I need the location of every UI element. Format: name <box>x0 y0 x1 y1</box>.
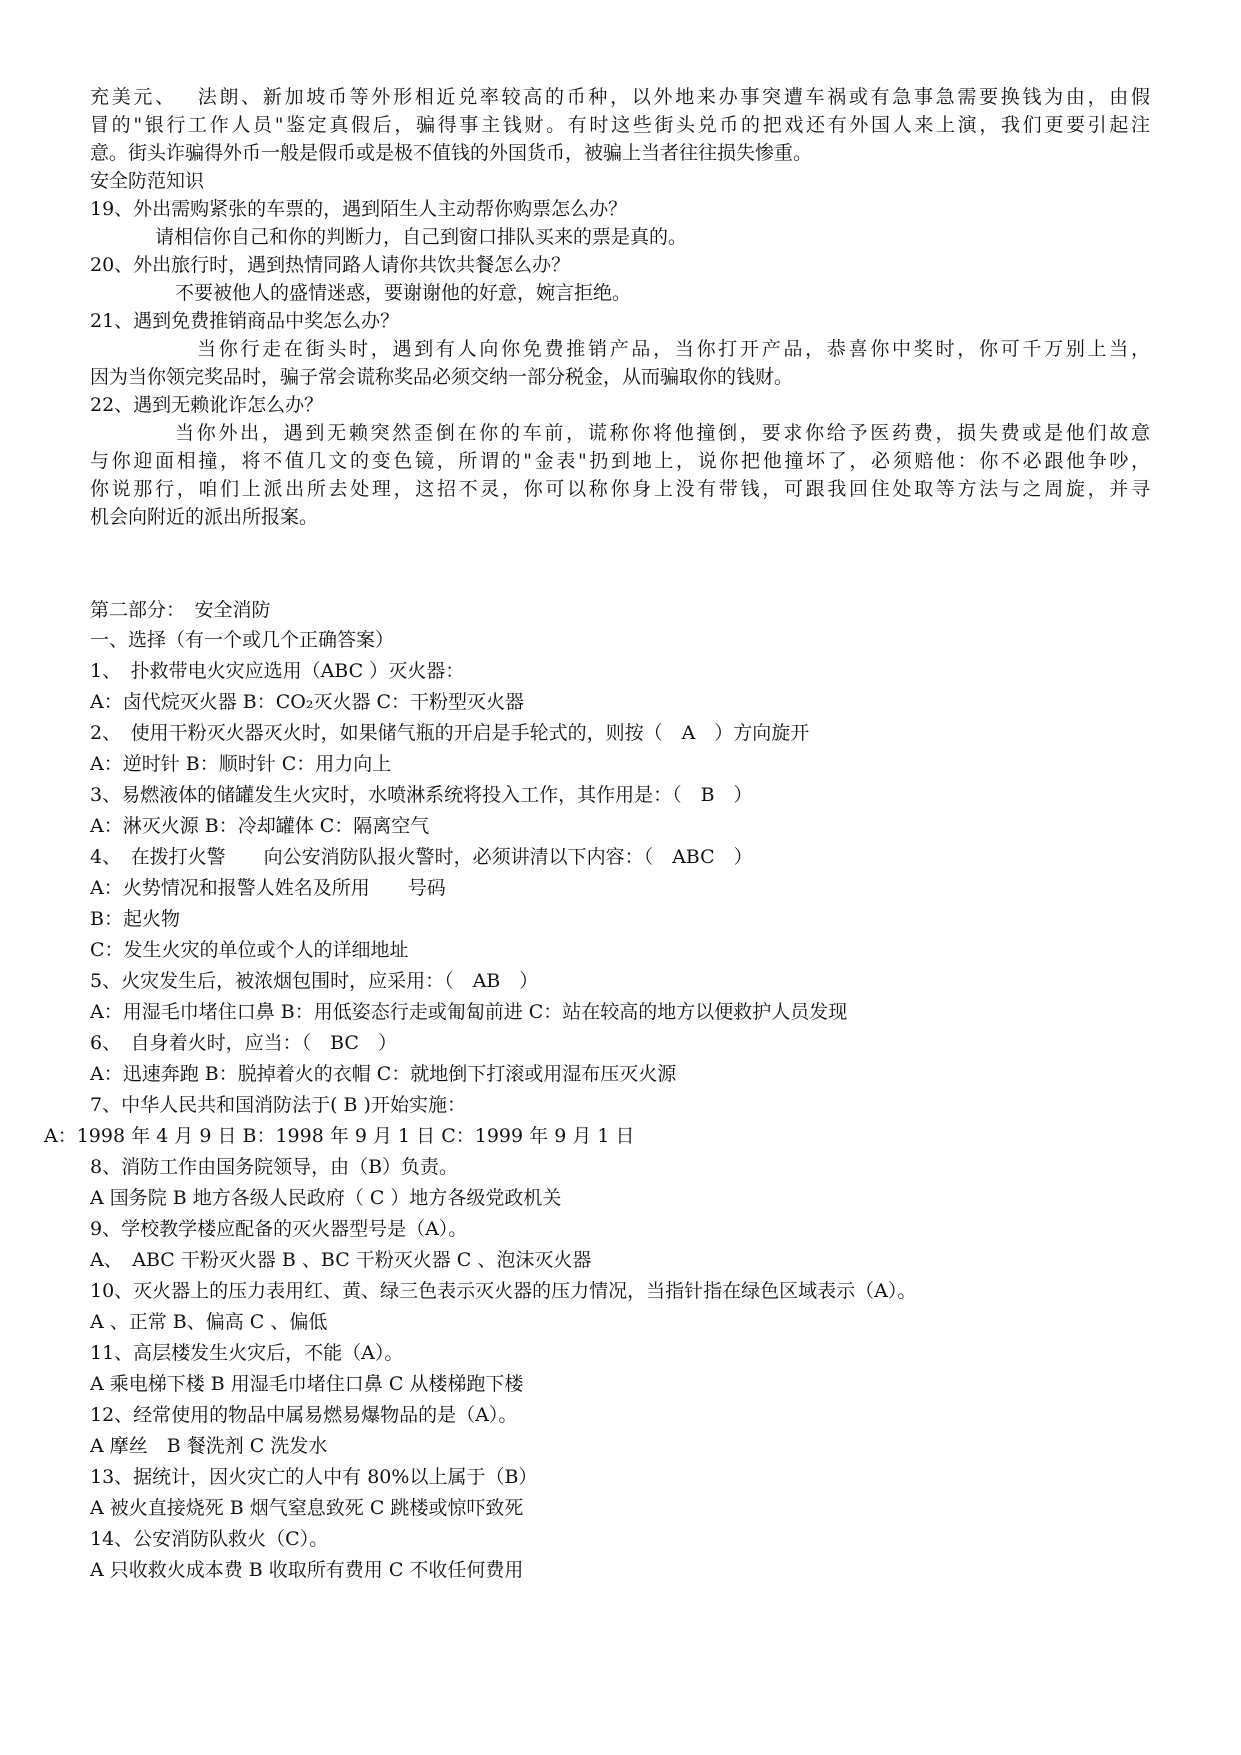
question-21: 21、遇到免费推销商品中奖怎么办？ <box>90 310 400 332</box>
question-22: 22、遇到无赖讹诈怎么办？ <box>90 394 324 416</box>
q2-options: A：逆时针 B：顺时针 C：用力向上 <box>90 753 392 775</box>
answer-21-line-2: 因为当你领完奖品时，骗子常会谎称奖品必须交纳一部分税金，从而骗取你的钱财。 <box>90 366 794 388</box>
question-19: 19、外出需购紧张的车票的，遇到陌生人主动帮你购票怎么办？ <box>90 198 628 220</box>
q4-option-b: B：起火物 <box>90 908 180 930</box>
section2-title: 第二部分： 安全消防 <box>90 599 271 621</box>
q6: 6、 自身着火时，应当：（ BC ） <box>90 1032 397 1054</box>
q4-option-c: C：发生火灾的单位或个人的详细地址 <box>90 939 409 961</box>
q10: 10、灭火器上的压力表用红、黄、绿三色表示灭火器的压力情况，当指针指在绿色区域表示（A）。 <box>90 1280 917 1302</box>
answer-22-line-1: 当你外出，遇到无赖突然歪倒在你的车前，谎称你将他撞倒，要求你给予医药费，损失费或是他们故意 <box>175 422 1150 444</box>
answer-19: 请相信你自己和你的判断力，自己到窗口排队买来的票是真的。 <box>155 226 688 248</box>
intro-line-1: 充美元、 法朗、新加坡币等外形相近兑率较高的币种，以外地来办事突遭车祸或有急事急需要换钱为由，由假 <box>90 86 1150 108</box>
q7-options: A：1998 年 4 月 9 日 B：1998 年 9 月 1 日 C：1999 年 9 月 1 日 <box>44 1125 635 1147</box>
q5-options: A：用湿毛巾堵住口鼻 B：用低姿态行走或匍匐前进 C：站在较高的地方以便救护人员发现 <box>90 1001 848 1023</box>
q8-options: A 国务院 B 地方各级人民政府（ C ）地方各级党政机关 <box>90 1187 562 1209</box>
q4: 4、 在拨打火警 向公安消防队报火警时，必须讲清以下内容：（ ABC ） <box>90 846 753 868</box>
answer-22-line-3: 你说那行，咱们上派出所去处理，这招不灵，你可以称你身上没有带钱，可跟我回住处取等方法与之周旋，并寻 <box>90 478 1150 500</box>
intro-line-2: 冒的"银行工作人员"鉴定真假后，骗得事主钱财。有时这些街头兑币的把戏还有外国人来上演，我们更要引起注 <box>90 114 1150 136</box>
q1-options: A：卤代烷灭火器 B：CO₂灭火器 C：干粉型灭火器 <box>90 691 525 713</box>
q8: 8、消防工作由国务院领导，由（B）负责。 <box>90 1156 459 1178</box>
q5: 5、火灾发生后，被浓烟包围时，应采用：（ AB ） <box>90 970 539 992</box>
q9-options: A、 ABC 干粉灭火器 B 、BC 干粉灭火器 C 、泡沫灭火器 <box>90 1249 592 1271</box>
q11: 11、高层楼发生火灾后，不能（A）。 <box>90 1342 404 1364</box>
section1-heading: 安全防范知识 <box>90 170 205 192</box>
q10-options: A 、正常 B、偏高 C 、偏低 <box>90 1311 328 1333</box>
q14-options: A 只收救火成本费 B 收取所有费用 C 不收任何费用 <box>90 1559 524 1581</box>
q12-options: A 摩丝 B 餐洗剂 C 洗发水 <box>90 1435 328 1457</box>
q13-options: A 被火直接烧死 B 烟气窒息致死 C 跳楼或惊吓致死 <box>90 1497 524 1519</box>
answer-22-line-2: 与你迎面相撞，将不值几文的变色镜，所谓的"金表"扔到地上，说你把他撞坏了，必须赔他：你不必跟他争吵， <box>90 450 1150 472</box>
q6-options: A：迅速奔跑 B：脱掉着火的衣帽 C：就地倒下打滚或用湿布压灭火源 <box>90 1063 677 1085</box>
q4-option-a: A：火势情况和报警人姓名及所用 号码 <box>90 877 446 899</box>
answer-22-line-4: 机会向附近的派出所报案。 <box>90 506 319 528</box>
section2-subtitle: 一、选择（有一个或几个正确答案） <box>90 629 395 651</box>
q3-options: A：淋灭火源 B：冷却罐体 C：隔离空气 <box>90 815 430 837</box>
q11-options: A 乘电梯下楼 B 用湿毛巾堵住口鼻 C 从楼梯跑下楼 <box>90 1373 524 1395</box>
q14: 14、公安消防队救火（C）。 <box>90 1528 329 1550</box>
q13: 13、据统计，因火灾亡的人中有 80%以上属于（B） <box>90 1466 538 1488</box>
question-20: 20、外出旅行时，遇到热情同路人请你共饮共餐怎么办？ <box>90 254 571 276</box>
answer-21-line-1: 当你行走在街头时，遇到有人向你免费推销产品，当你打开产品，恭喜你中奖时，你可千万别上当， <box>197 338 1150 360</box>
q9: 9、学校教学楼应配备的灭火器型号是（A）。 <box>90 1218 468 1240</box>
intro-line-3: 意。街头诈骗得外币一般是假币或是极不值钱的外国货币，被骗上当者往往损失惨重。 <box>90 142 813 164</box>
q1: 1、 扑救带电火灾应选用（ABC ）灭火器： <box>90 660 465 682</box>
q2: 2、 使用干粉灭火器灭火时，如果储气瓶的开启是手轮式的，则按（ A ）方向旋开 <box>90 722 810 744</box>
q12: 12、经常使用的物品中属易燃易爆物品的是（A）。 <box>90 1404 518 1426</box>
q3: 3、易燃液体的储罐发生火灾时，水喷淋系统将投入工作，其作用是：（ B ） <box>90 784 753 806</box>
q7: 7、中华人民共和国消防法于( B )开始实施： <box>90 1094 466 1116</box>
answer-20: 不要被他人的盛情迷惑，要谢谢他的好意，婉言拒绝。 <box>175 282 632 304</box>
